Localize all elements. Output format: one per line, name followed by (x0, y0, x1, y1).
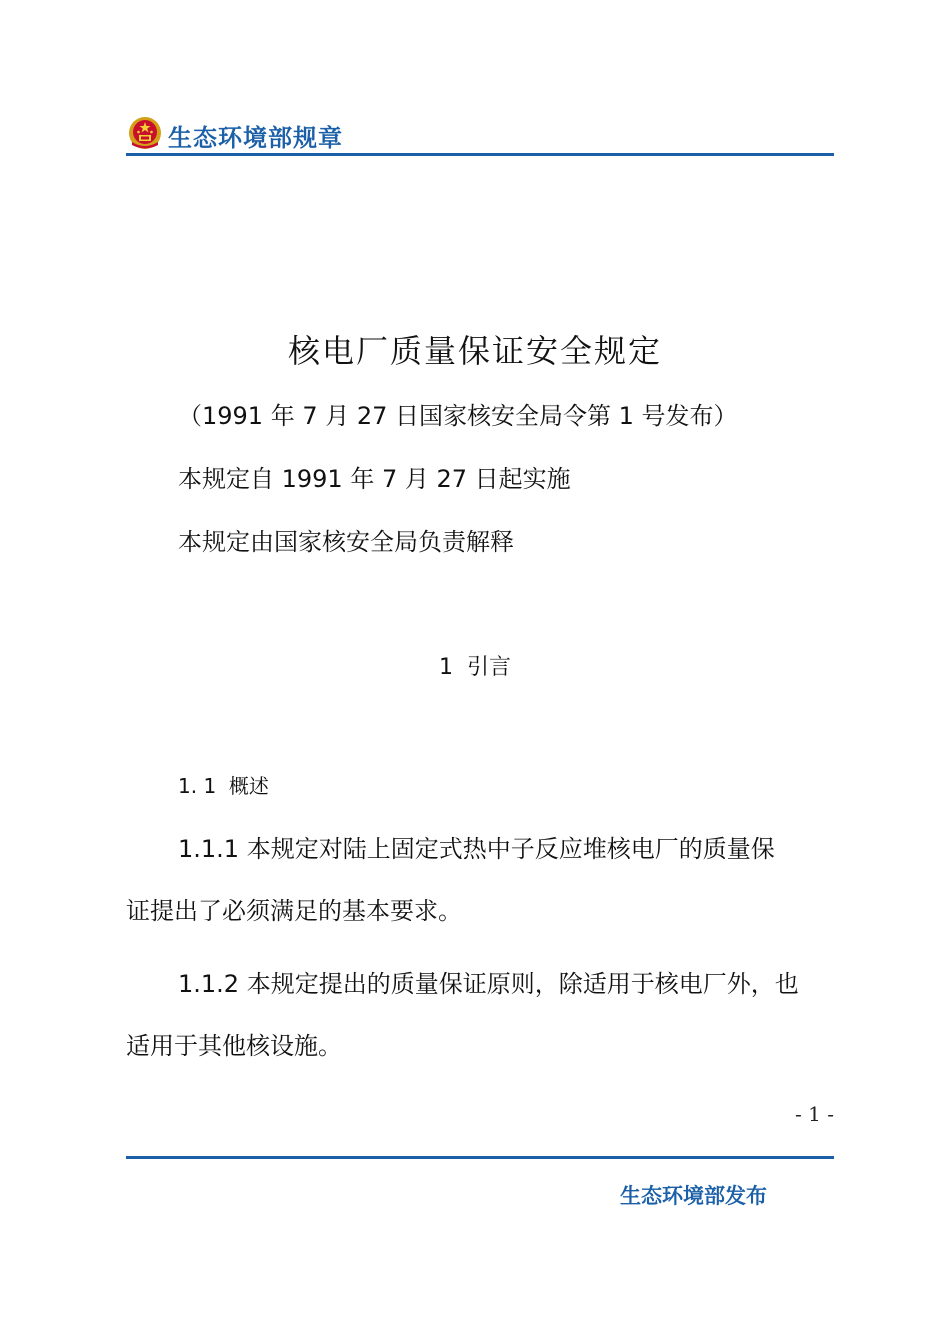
footer-publisher: 生态环境部发布 (620, 1184, 767, 1208)
national-emblem-icon (128, 116, 162, 150)
document-title: 核电厂质量保证安全规定 (287, 332, 662, 370)
page-header (128, 114, 834, 158)
footer-divider (126, 1156, 834, 1159)
paragraph-line: 1.1.1 本规定对陆上固定式热中子反应堆核电厂的质量保 (178, 835, 775, 863)
paragraph-1-1-1 (126, 818, 834, 942)
section-heading: 1 引言 (439, 655, 511, 680)
header-divider (126, 153, 834, 156)
paragraph-line: 适用于其他核设施。 (126, 1032, 342, 1060)
subsection-heading: 1. 1 概述 (178, 774, 269, 798)
issuance-note: （1991 年 7 月 27 日国家核安全局令第 1 号发布） (178, 402, 738, 430)
effective-date-note: 本规定自 1991 年 7 月 27 日起实施 (178, 465, 571, 493)
paragraph-1-1-2 (126, 953, 834, 1077)
header-title: 生态环境部规章 (168, 124, 343, 152)
paragraph-line: 1.1.2 本规定提出的质量保证原则，除适用于核电厂外，也 (178, 970, 799, 998)
interpretation-note: 本规定由国家核安全局负责解释 (178, 528, 514, 556)
paragraph-line: 证提出了必须满足的基本要求。 (126, 897, 462, 925)
page-number: - 1 - (795, 1102, 834, 1126)
